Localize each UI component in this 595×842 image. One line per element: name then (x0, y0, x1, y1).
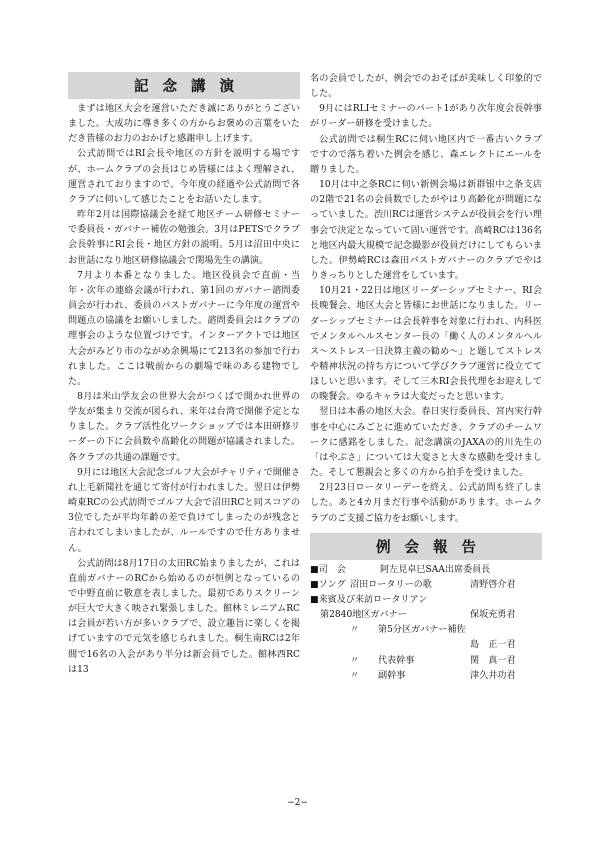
report-row (310, 654, 542, 669)
paragraph: 7月より本番となりました。地区役員会で直前・当年・次年の連絡会議が行われ、第1回のガバナー諮問委員会が行われ、委員のパストガバナーに今年度の運営や問題点の協議をお願いしました。諮問委員会はクラブの理事会のような位置づけです。インターアクトでは地区大会がみどり市のながめ余興場にて213名の参加で行われました。ここは戦前からの劇場で味のある建物でした。 (68, 270, 300, 387)
report-row (310, 669, 542, 684)
ditto-mark: 〃 (350, 625, 360, 636)
report-text: 第5分区ガバナー補佐 (378, 625, 466, 636)
right-column (310, 72, 542, 684)
paragraph-continued: 名の会員でしたが、例会でのおそばが美味しく印象的でした。 (310, 74, 542, 100)
paragraph: 10月21・22日は地区リーダーシップセミナー、RI会長晚餐会、地区大会と皆様にお世話になりました。リーダーシップセミナーは会長幹事を対象に行われ、内科医でメンタルヘルスセンター長の「働く人のメンタルヘルス〜ストレス一日決算主義の勧め〜」と題してストレスや精神状況の持ち方について学びクラブ運営に役立ててほしいと思います。そして三木RI会長代理をお迎えしての晚餐会。ゆるキャラは大変だったと思います。 (310, 286, 542, 403)
report-row (310, 638, 542, 653)
report-person: 関 真一君 (470, 655, 516, 666)
report-person: 清野啓介君 (470, 579, 516, 590)
page-number: −2− (287, 798, 308, 808)
section-banner-lecture: 記念講演 (68, 72, 300, 99)
report-person: 保坂充勇君 (470, 610, 516, 621)
paragraph: まずは地区大会を運営いただき誠にありがとうございました。大成功に導き多くの方からお褒めの言葉をいただき皆様のお力のおかげと感謝申し上げます。 (68, 104, 300, 145)
report-row (310, 563, 542, 578)
paragraph: 昨年2月は国際協議会を経て地区チーム研修セミナーで委員長・ガバナー補佐の勉強会。3月はPETSでクラブ会長幹事にRI会長・地区方針の説明。5月は沼田中央にお世話になり地区研修協議会で関場先生の講演。 (68, 210, 300, 266)
report-label: ■ソング (310, 579, 346, 590)
report-row (310, 608, 542, 623)
report-label: ■来賓及び来訪ロータリアン (310, 595, 428, 605)
report-text: 代表幹事 (378, 655, 415, 666)
paragraph: 9月にはRLIセミナーのパート1があり次年度会長幹事がリーダー研修を受けました。 (310, 104, 542, 130)
report-person: 津久井功君 (470, 670, 516, 681)
report-row (310, 593, 542, 608)
paragraph: 公式訪問では桐生RCに伺い地区内で一番古いクラブですので落ち着いた例会を感じ、森エレクトにエールを贈りました。 (310, 134, 542, 175)
paragraph: 10月は中之条RCに伺い新例会場は新群银中之条支店の2階で21名の会員数でしたがやはり高齢化が問題になっていました。渋川RCは運営システムが役員会を行い理事会で決定となっていて固い運営です。高崎RCは136名と地区内最大規模で記念撮影が役員だけにしてもらいました。伊勢崎RCは森田パストガバナーのクラブでやはりきっちりとした運営をしています。 (310, 180, 542, 282)
ditto-mark: 〃 (350, 655, 360, 666)
paragraph: 9月には地区大会記念ゴルフ大会がチャリティで開催され上毛新聞社を通じて寄付が行われました。翌日は伊勢崎東RCの公式訪問でゴルフ大会で沼田RCと同スコアの3位でしたが平均年齢の差で負けてしまったのが残念と言われてしまいましたが、ルールですので仕方ありません。 (68, 467, 300, 554)
report-row (310, 623, 542, 638)
ditto-mark: 〃 (350, 670, 360, 681)
report-text: 第2840地区ガバナー (320, 610, 407, 621)
paragraph: 8月は米山学友会の世界大会がつくばで開かれ世界の学友が集まり交流が図られ、来年は台湾で開催予定となりました。クラブ活性化ワークショップでは本田研修リーダーの下に会員数や高齢化の問題が協議されました。各クラブの共通の課題です。 (68, 391, 300, 463)
report-text: 副幹事 (378, 670, 406, 681)
left-column (68, 72, 300, 678)
paragraph: 翌日は本番の地区大会。春日実行委員長、宮内実行幹事を中心にみごとに進めていただき、クラブのチームワークに感銘をしました。記念講演のJAXAの的川先生の「はやぶさ」については大変さと大きな感動を受けました。そして懇親会と多くの方から拍手を受けました。 (310, 407, 542, 479)
paragraph: 公式訪問は8月17日の太田RC始まりましたが、これは直前ガバナーのRCから始めるのが恒例となっているので中野直前に敬意を表しました。最初でありスクリーンが巨大で大きく映され緊張しました。館林ミレニアムRCは会員が若い方が多いクラブで、設立趣旨に楽しくを掲げていますので元気を感じられました。桐生南RCは2年間で16名の入会があり半分は新会員でした。館林西RCは13 (68, 558, 300, 675)
meeting-report (310, 563, 542, 684)
report-row (310, 578, 542, 593)
report-label: ■司 会 (310, 564, 346, 575)
report-text: 阿左見卓巳SAA出席委員長 (380, 564, 491, 575)
paragraph: 公式訪問ではRI会長や地区の方針を説明する場ですが、ホームクラブの会長はじめ皆様にはよく理解され、運営されておりますので、今年度の経過や公式訪問で各クラブに伺いして感じたことをお話いたします。 (68, 149, 300, 205)
report-person: 島 正一君 (470, 640, 516, 651)
paragraph: 2月23日ロータリーデーを終え、公式訪問も終了しました。あと4カ月まだ行事や活動があります。ホームクラブのご支援ご協力をお願いします。 (310, 483, 542, 524)
section-banner-report: 例会報告 (310, 533, 542, 560)
report-text: 沼田ロータリーの歌 (350, 579, 432, 590)
